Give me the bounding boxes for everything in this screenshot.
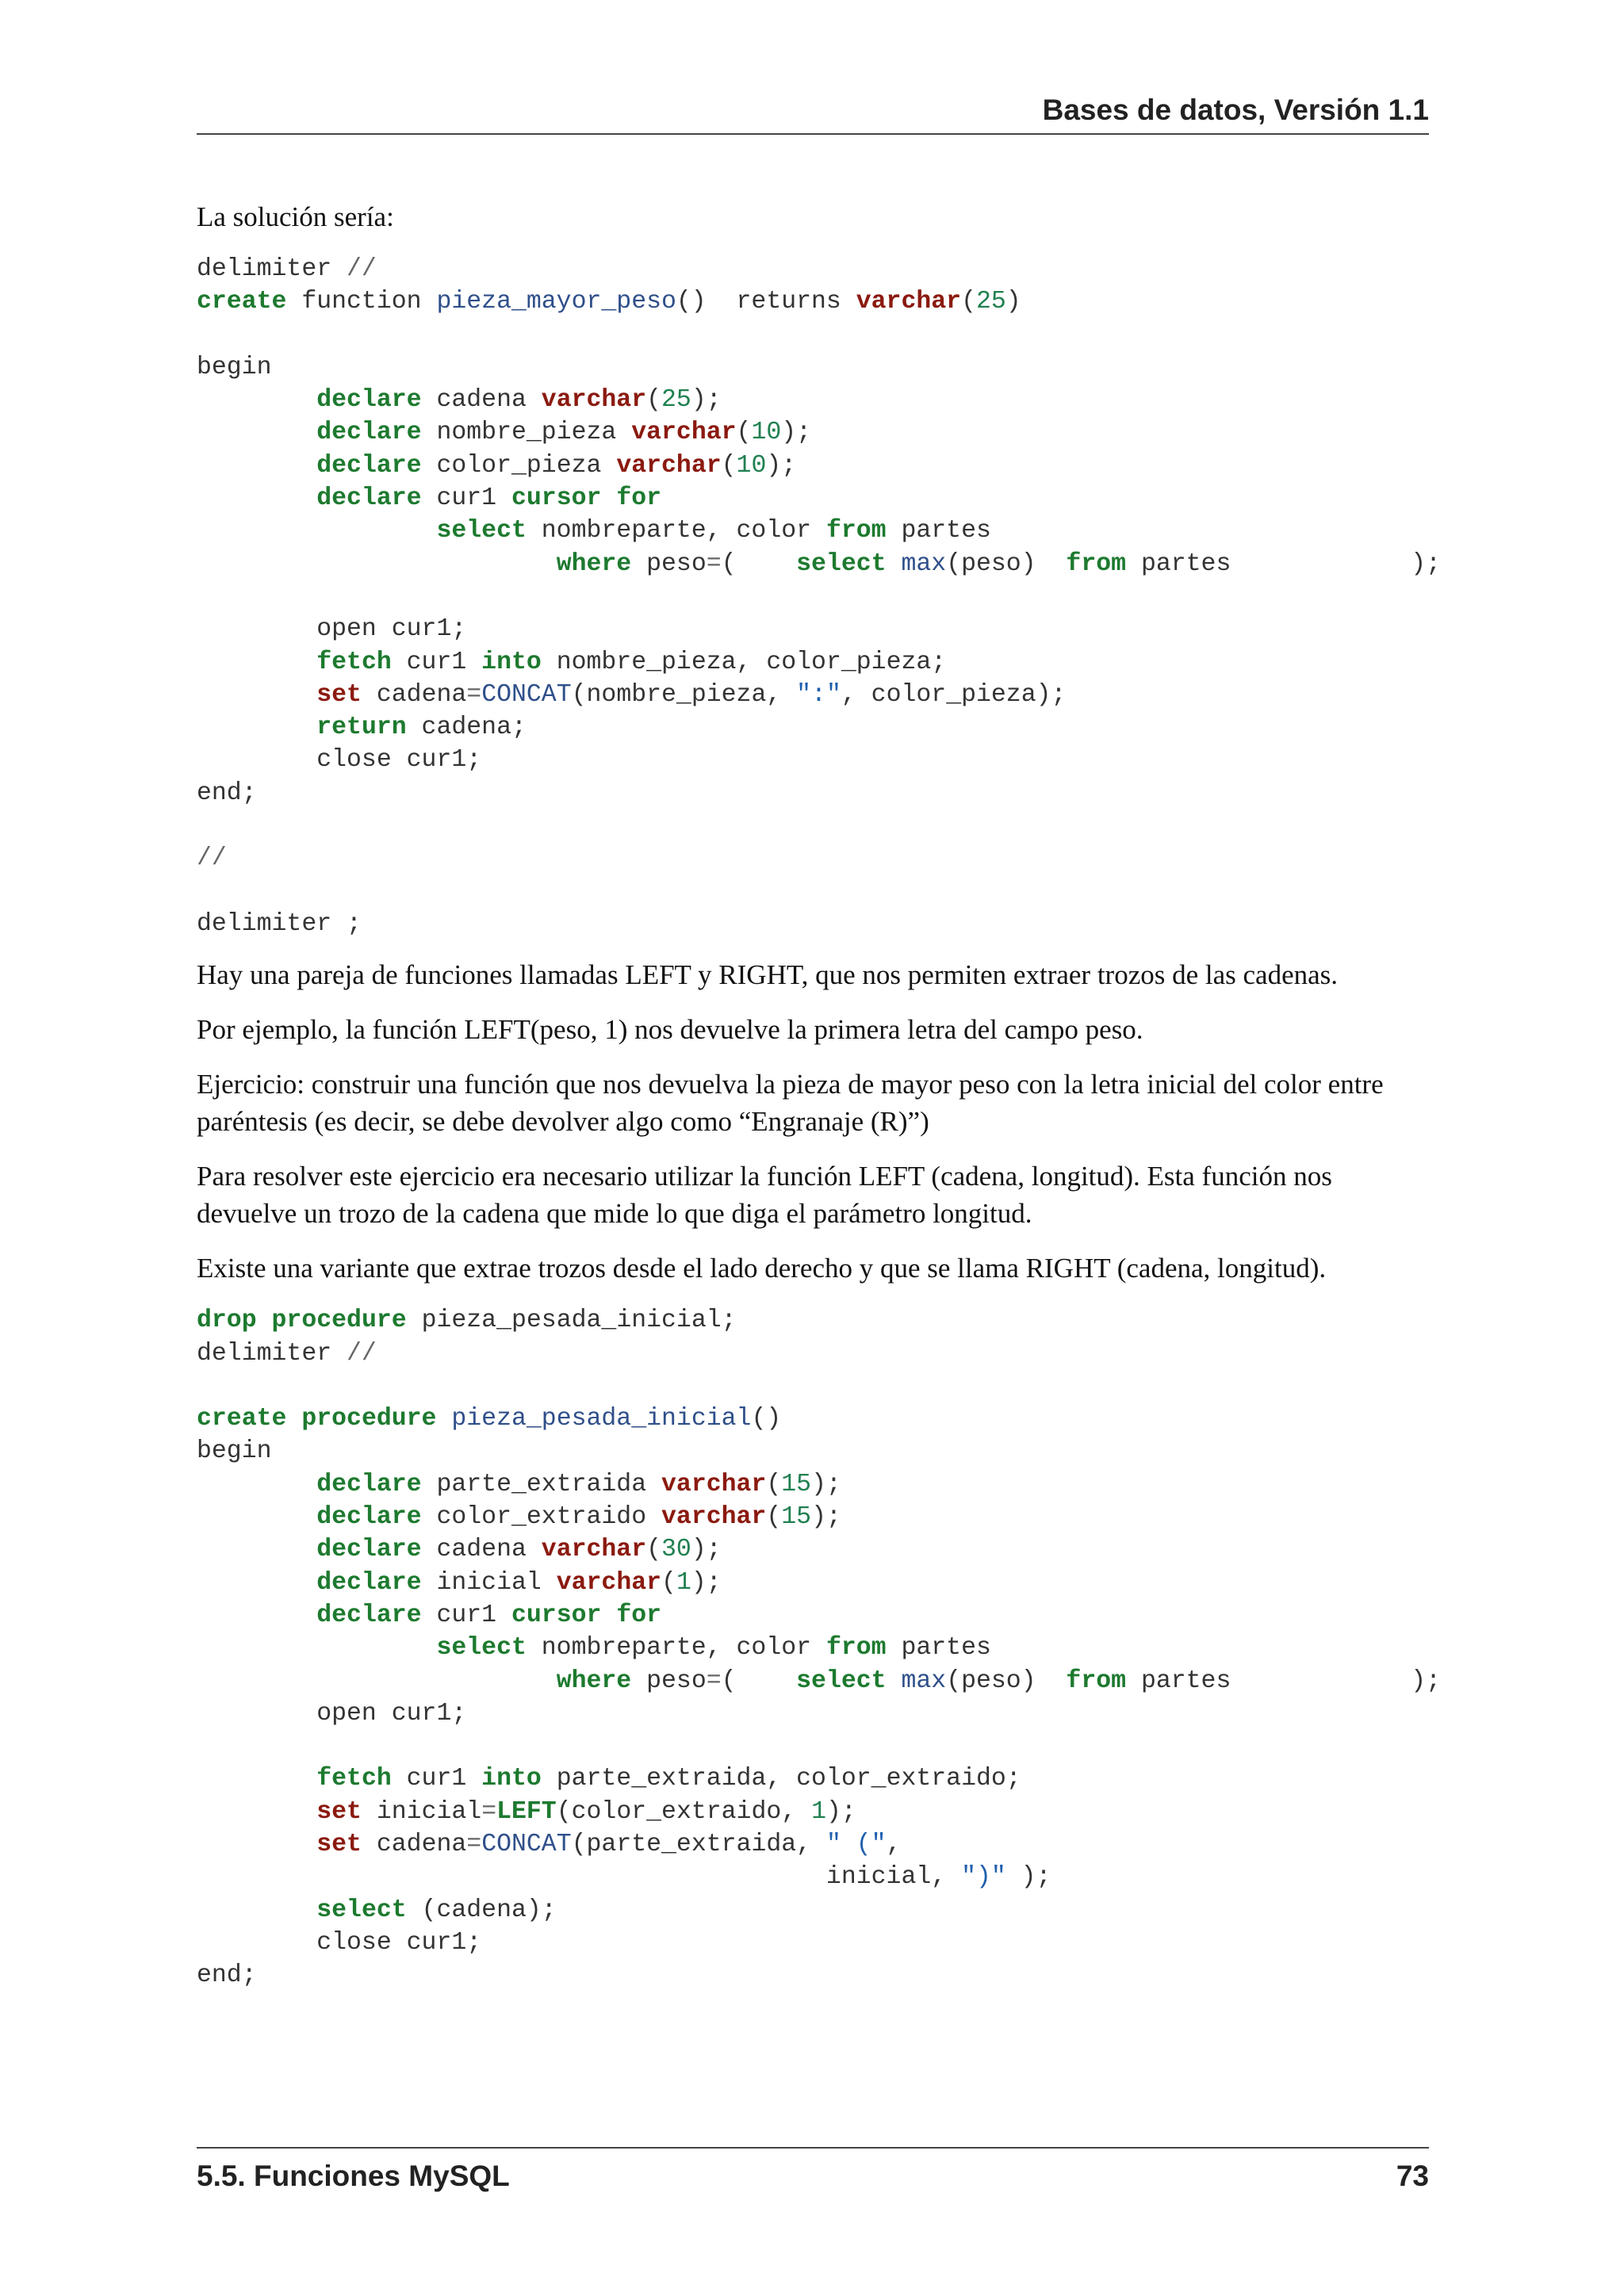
code-line [197, 1697, 1429, 1730]
code-line [197, 1959, 1429, 1992]
page-number: 73 [1396, 2160, 1429, 2192]
code-token: 25 [661, 386, 691, 415]
code-token: cur1 [421, 484, 511, 513]
code-token: pieza_pesada_inicial; [406, 1307, 737, 1335]
code-token [887, 550, 902, 578]
code-line [197, 384, 1429, 416]
code-token: ")" [961, 1863, 1006, 1892]
code-line [197, 679, 1429, 711]
code-token [197, 517, 436, 545]
code-token: 15 [781, 1503, 812, 1532]
code-token: declare [316, 1568, 422, 1597]
code-token: ( [646, 386, 662, 415]
code-token: declare [316, 1536, 422, 1564]
code-token: 10 [751, 419, 782, 447]
code-token: inicial, [197, 1863, 962, 1892]
code-token [197, 1503, 316, 1531]
code-token [197, 1536, 316, 1563]
code-token [197, 1831, 316, 1858]
code-token: ); [691, 386, 722, 415]
code-token: begin [197, 353, 272, 381]
paragraph-exercise: Ejercicio: construir una función que nos devuelva la pieza de mayor peso con la letra inicial del color entre paréntesis (es decir, se debe devolver algo como “Engranaje (R)”) [197, 1069, 1384, 1138]
code-token: ( [736, 419, 752, 447]
code-token [197, 681, 316, 709]
code-token: end; [197, 1961, 257, 1990]
code-token: return [316, 714, 407, 742]
code-line [197, 1567, 1429, 1599]
paragraph-left-explanation: Para resolver este ejercicio era necesario utilizar la función LEFT (cadena, longitud). Esta función nos devuelve un trozo de la cadena que mide lo que diga el parámetro longitud. [197, 1161, 1332, 1230]
code-token: (peso) [946, 549, 1067, 578]
code-token [197, 1471, 316, 1498]
code-token: ) [1005, 288, 1021, 316]
code-token: select [316, 1896, 407, 1924]
code-token: " (" [825, 1830, 887, 1858]
code-token: fetch [316, 1765, 392, 1793]
footer-section-title: 5.5. Funciones MySQL [197, 2160, 510, 2192]
code-line [197, 580, 1429, 613]
code-token: inicial [421, 1568, 557, 1597]
code-token: open cur1; [197, 615, 467, 644]
code-token: select [796, 549, 887, 578]
code-token [286, 1405, 301, 1433]
code-token: // [347, 255, 377, 283]
code-line [197, 1304, 1429, 1337]
code-token: for [616, 1601, 662, 1629]
code-token: where [556, 549, 632, 578]
code-token [197, 1896, 316, 1924]
code-token: delimiter ; [197, 909, 362, 938]
code-token: = [706, 549, 722, 578]
code-token: end; [197, 779, 257, 807]
code-line [197, 1402, 1429, 1435]
code-token: = [466, 680, 482, 709]
code-line [197, 777, 1429, 809]
code-token: where [556, 1667, 632, 1695]
code-token: nombre_pieza, color_pieza; [541, 648, 947, 676]
code-token: procedure [301, 1405, 437, 1433]
code-token: close cur1; [197, 746, 482, 775]
code-token: open cur1; [197, 1699, 467, 1728]
code-line [197, 1861, 1429, 1893]
code-line [197, 1894, 1429, 1927]
code-token [197, 1798, 316, 1826]
code-line [197, 1632, 1429, 1664]
code-token: from [1066, 549, 1127, 578]
code-token: nombreparte, color [526, 517, 826, 545]
code-token: CONCAT [481, 1830, 572, 1858]
code-token: color_pieza [421, 451, 617, 480]
code-token: cur1 [421, 1601, 511, 1629]
code-token: drop [197, 1307, 257, 1335]
code-token: declare [316, 1470, 422, 1498]
code-line [197, 515, 1429, 547]
code-line [197, 1337, 1429, 1370]
code-token: (cadena); [406, 1896, 557, 1924]
code-token: select [436, 1634, 527, 1663]
code-token: ); [811, 1470, 841, 1498]
code-line [197, 1730, 1429, 1762]
code-token: pieza_mayor_peso [436, 288, 676, 316]
code-token: = [466, 1830, 482, 1858]
paragraph-example: Por ejemplo, la función LEFT(peso, 1) nos devuelve la primera letra del campo peso. [197, 1014, 1143, 1046]
code-line [197, 908, 1429, 940]
code-token: declare [316, 1601, 422, 1629]
code-token: ); [825, 1797, 856, 1826]
code-line [197, 319, 1429, 351]
code-line [197, 1468, 1429, 1501]
code-line [197, 744, 1429, 776]
code-token: close cur1; [197, 1928, 482, 1957]
code-token: varchar [661, 1470, 767, 1498]
code-token: varchar [556, 1568, 662, 1597]
code-token: , [886, 1830, 902, 1858]
code-token: set [316, 1797, 362, 1826]
code-token: 25 [975, 288, 1006, 316]
code-line [197, 548, 1442, 580]
code-token: create [197, 1405, 287, 1433]
code-line [197, 875, 1429, 908]
code-token [436, 1405, 451, 1433]
code-token: ( [721, 451, 737, 480]
code-token: varchar [541, 1536, 647, 1564]
code-token: = [481, 1797, 497, 1826]
code-token: ); [811, 1503, 841, 1532]
code-line [197, 711, 1429, 744]
code-token: // [347, 1339, 377, 1368]
code-token: partes ); [1126, 1667, 1442, 1695]
code-token [197, 419, 316, 446]
code-token: from [825, 517, 887, 545]
code-block-procedure [197, 1304, 1442, 1992]
code-token: ( [646, 1536, 662, 1564]
code-token: declare [316, 1503, 422, 1532]
code-line [197, 1796, 1429, 1828]
code-token: delimiter [197, 1339, 347, 1368]
code-token: // [197, 844, 227, 873]
code-token: ); [691, 1568, 722, 1597]
code-line [197, 646, 1429, 679]
code-token: max [901, 549, 947, 578]
code-token: begin [197, 1437, 272, 1466]
code-block-function [197, 253, 1442, 940]
code-line [197, 1828, 1429, 1861]
code-token: max [901, 1667, 947, 1695]
code-token: 30 [661, 1536, 691, 1564]
code-token: ); [766, 451, 797, 480]
code-line [197, 1501, 1429, 1533]
code-line [197, 482, 1429, 515]
code-token: declare [316, 419, 422, 447]
code-token: ); [691, 1536, 722, 1564]
code-token [197, 1667, 557, 1695]
code-token: 15 [781, 1470, 812, 1498]
code-token [197, 452, 316, 480]
code-token: partes [886, 1634, 991, 1663]
code-token: create [197, 288, 287, 316]
code-token [197, 1601, 316, 1629]
code-token: fetch [316, 648, 392, 676]
code-token [197, 1569, 316, 1597]
code-token: cadena; [406, 714, 527, 742]
code-token: cadena [361, 680, 467, 709]
code-token: cursor [511, 1601, 602, 1629]
code-line [197, 1665, 1442, 1697]
code-token: () returns [676, 288, 856, 316]
code-token: varchar [541, 386, 647, 415]
code-token [197, 1634, 436, 1662]
code-token: declare [316, 451, 422, 480]
code-token: cadena [421, 1536, 542, 1564]
code-token: ); [781, 419, 812, 447]
code-token: partes [886, 517, 991, 545]
code-token: peso [631, 1667, 707, 1695]
code-token: varchar [616, 451, 722, 480]
code-line [197, 1599, 1429, 1632]
code-token: ( [766, 1470, 782, 1498]
code-token: , color_pieza); [841, 680, 1067, 709]
code-token: CONCAT [481, 680, 572, 709]
code-token: set [316, 680, 362, 709]
paragraph-right-variant: Existe una variante que extrae trozos desde el lado derecho y que se llama RIGHT (cadena, longitud). [197, 1253, 1327, 1284]
paragraph-left-right: Hay una pareja de funciones llamadas LEFT y RIGHT, que nos permiten extraer trozos de las cadenas. [197, 959, 1339, 991]
code-token: LEFT [496, 1797, 557, 1826]
code-token: varchar [631, 419, 737, 447]
code-line [197, 842, 1429, 874]
code-token: from [1066, 1667, 1127, 1695]
code-token: (color_extraido, [556, 1797, 812, 1826]
page-header [197, 89, 1429, 135]
code-token: cadena [361, 1830, 467, 1858]
code-token: cursor [511, 484, 602, 513]
code-token: delimiter [197, 255, 347, 283]
page-footer [197, 2147, 1429, 2199]
code-token: varchar [856, 288, 962, 316]
code-token: declare [316, 484, 422, 513]
code-token: declare [316, 386, 422, 415]
code-token [257, 1307, 272, 1334]
code-line [197, 1762, 1429, 1795]
code-line [197, 1435, 1429, 1468]
code-token: (peso) [946, 1667, 1067, 1695]
code-token [197, 386, 316, 414]
running-title: Bases de datos, Versión 1.1 [1042, 94, 1429, 126]
code-token: procedure [271, 1307, 407, 1335]
code-token: 10 [736, 451, 767, 480]
code-token: from [825, 1634, 887, 1663]
code-line [197, 416, 1429, 449]
code-token: pieza_pesada_inicial [451, 1405, 752, 1433]
code-token [601, 484, 616, 512]
code-token: ":" [796, 680, 841, 709]
code-token: 1 [811, 1797, 826, 1826]
code-token: partes ); [1126, 549, 1442, 578]
code-token [601, 1601, 616, 1629]
code-token: cur1 [391, 648, 482, 676]
code-token: for [616, 484, 662, 513]
paragraph-solution-intro: La solución sería: [197, 201, 394, 232]
code-token [197, 714, 316, 741]
code-token: (parte_extraida, [571, 1830, 826, 1858]
code-token: into [481, 1765, 542, 1793]
code-token: nombre_pieza [421, 419, 632, 447]
code-token: function [286, 288, 437, 316]
code-token: select [436, 517, 527, 545]
code-token: ( [961, 288, 976, 316]
code-token: varchar [661, 1503, 767, 1532]
code-token [197, 550, 557, 578]
code-token: ( [661, 1568, 676, 1597]
page-content [197, 198, 1442, 2007]
code-line [197, 613, 1429, 645]
code-token: parte_extraida, color_extraido; [541, 1765, 1021, 1793]
code-token: ( [766, 1503, 782, 1532]
code-token [197, 484, 316, 512]
code-token: nombreparte, color [526, 1634, 826, 1663]
code-token: color_extraido [421, 1503, 662, 1532]
code-line [197, 1927, 1429, 1959]
code-token: cadena [421, 386, 542, 415]
code-token: ( [721, 1667, 797, 1695]
code-token: () [751, 1405, 782, 1433]
code-token: parte_extraida [421, 1470, 662, 1498]
code-token [197, 1765, 316, 1793]
code-line [197, 1370, 1429, 1402]
code-token: peso [631, 549, 707, 578]
code-line [197, 285, 1429, 318]
code-line [197, 450, 1429, 482]
code-token: cur1 [391, 1765, 482, 1793]
code-token: ( [721, 549, 797, 578]
code-token: into [481, 648, 542, 676]
code-token: ); [1005, 1863, 1051, 1892]
code-token: select [796, 1667, 887, 1695]
code-line [197, 1533, 1429, 1566]
code-token [197, 649, 316, 676]
code-token: 1 [676, 1568, 691, 1597]
code-token: inicial [361, 1797, 482, 1826]
code-token [887, 1667, 902, 1695]
code-token: set [316, 1830, 362, 1858]
code-token: = [706, 1667, 722, 1695]
code-token: (nombre_pieza, [571, 680, 797, 709]
code-line [197, 809, 1429, 842]
code-line [197, 253, 1429, 285]
code-line [197, 351, 1429, 384]
